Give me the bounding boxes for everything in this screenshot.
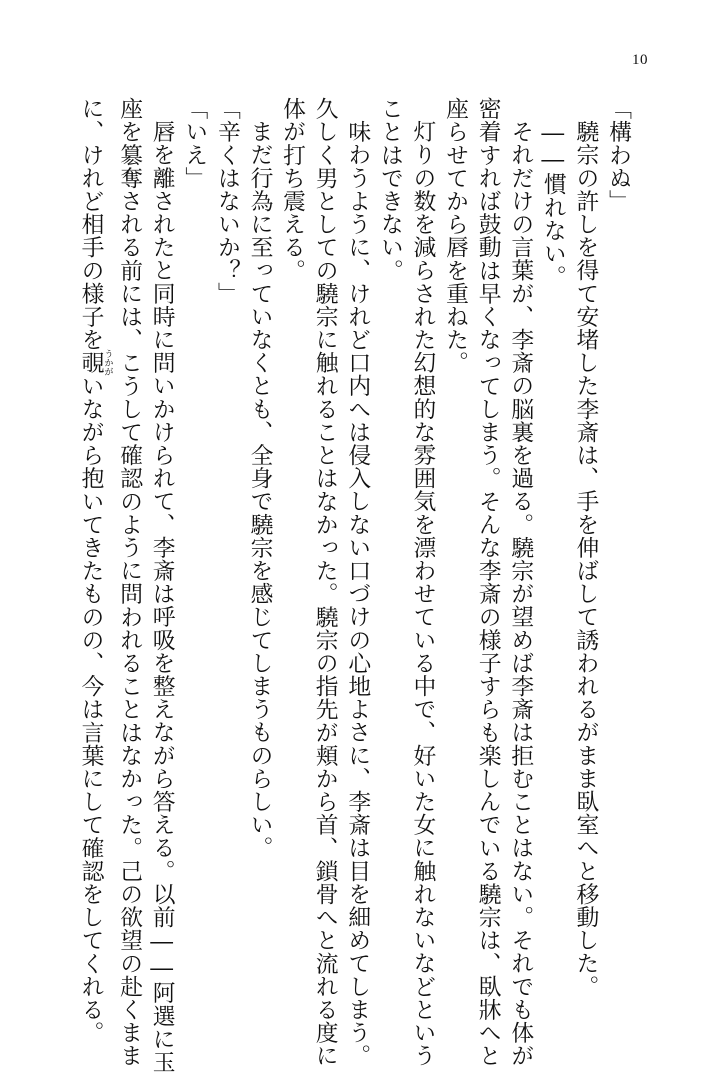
- body-text: [74, 97, 634, 1073]
- text-line-16: 座を簒奪される前には、こうして確認のように問われることはなかった。己の欲望の赴くまま: [116, 97, 143, 1068]
- text-line-2: 驍宗の許しを得て安堵した李斎は、手を伸ばして誘われるがまま臥室へと移動した。: [572, 119, 599, 998]
- text-line-17: [74, 97, 113, 1045]
- text-line-17-start: に、けれど相手の様子を: [77, 97, 104, 352]
- ruby-reading: うかが: [102, 349, 113, 377]
- text-line-6: 座らせてから唇を重ねた。: [442, 97, 469, 375]
- text-line-10: 久しく男としての驍宗に触れることはなかった。驍宗の指先が頬から首、鎖骨へと流れる度に: [311, 97, 338, 1068]
- text-line-17-end: いながら抱いてきたものの、今は言葉にして確認をしてくれる。: [77, 374, 104, 1045]
- ruby-base: 覗: [77, 349, 104, 377]
- text-line-11: 体が打ち震える。: [279, 97, 306, 282]
- text-line-15: 唇を離されたと同時に問いかけられて、李斎は呼吸を整えながら答える。以前――阿選に玉: [148, 119, 175, 1073]
- page-number: 10: [632, 52, 648, 68]
- text-line-1: 「構わぬ」: [605, 97, 631, 213]
- text-line-14: 「いえ」: [181, 97, 208, 190]
- text-line-5: 密着すれば鼓動は早くなってしまう。そんな李斎の様子すらも楽しんでいる驍宗は、臥牀へと: [474, 97, 501, 1068]
- ruby-kanji: [77, 349, 113, 377]
- text-line-12: まだ行為に至っていなくとも、全身で驍宗を感じてしまうものらしい。: [246, 119, 273, 859]
- text-line-8: ことはできない。: [376, 97, 403, 282]
- text-line-7: 灯りの数を減らされた幻想的な雰囲気を漂わせている中で、好いた女に触れないなどという: [409, 119, 436, 1067]
- text-line-9: 味わうように、けれど口内へは侵入しない口づけの心地よさに、李斎は目を細めてしまう。: [344, 119, 371, 1067]
- text-line-13: 「辛くはないか？」: [213, 97, 240, 305]
- text-line-3: ――慣れない。: [539, 119, 566, 288]
- text-line-4: それだけの言葉が、李斎の脳裏を過る。驍宗が望めば李斎は拒むことはない。それでも体が: [507, 119, 534, 1067]
